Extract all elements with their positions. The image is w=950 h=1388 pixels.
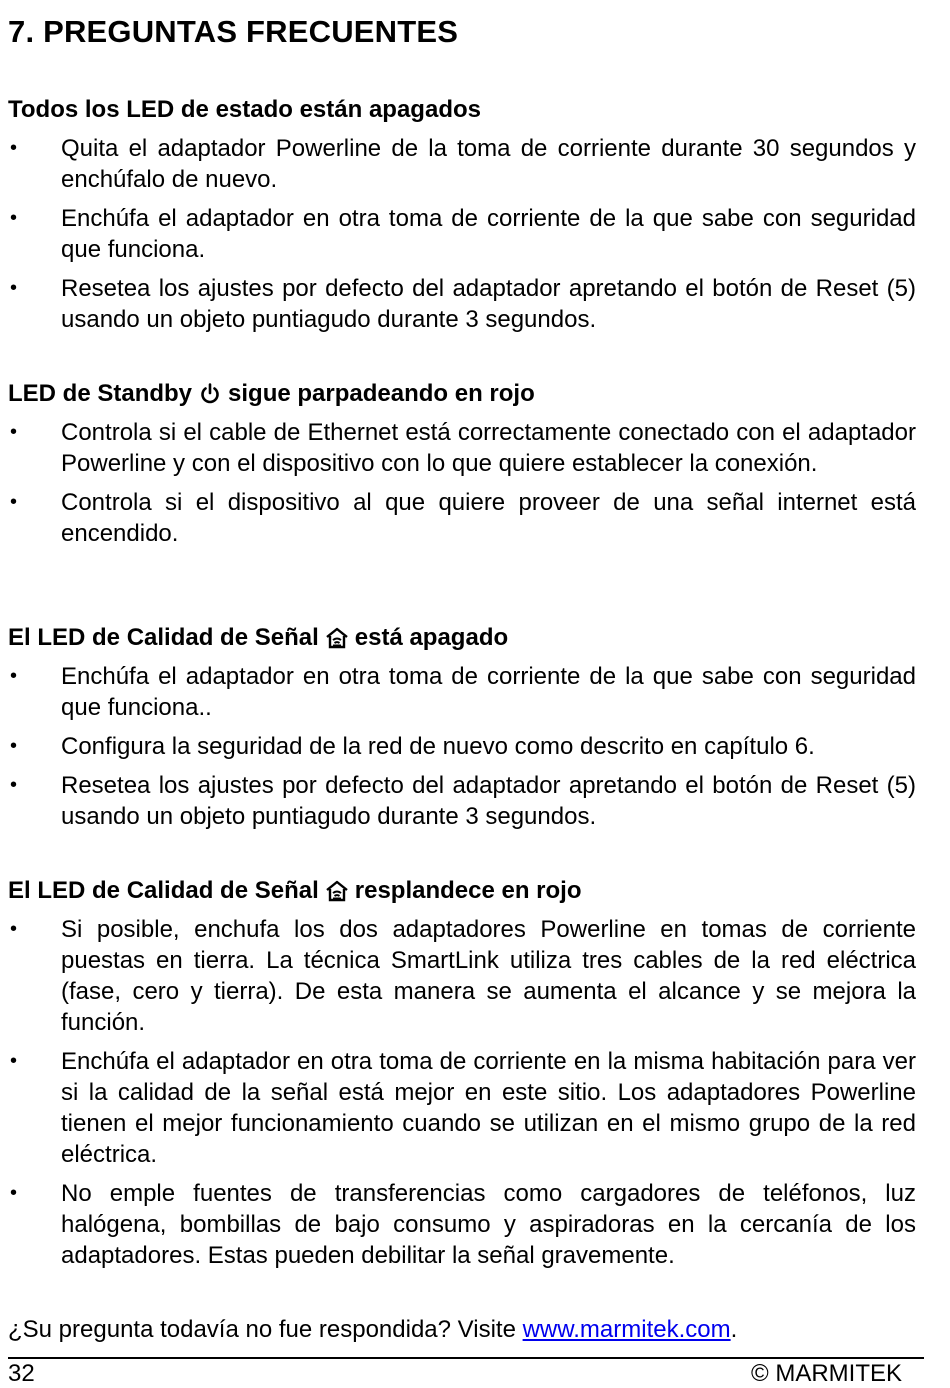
list-item: • Enchúfa el adaptador en otra toma de corriente de la que sabe con seguridad que funciona.. xyxy=(10,663,916,721)
bullet-list xyxy=(8,133,916,335)
bullet-icon: • xyxy=(10,421,18,443)
list-item: • Resetea los ajustes por defecto del adaptador apretando el botón de Reset (5) usando un objeto puntiagudo durante 3 segundos. xyxy=(10,275,916,333)
page-title: 7. PREGUNTAS FRECUENTES xyxy=(8,14,459,49)
bullet-icon: • xyxy=(10,277,18,299)
website-link[interactable]: www.marmitek.com xyxy=(522,1316,731,1343)
faq-section-standby-led xyxy=(8,379,916,549)
list-item: • No emple fuentes de transferencias como cargadores de teléfonos, luz halógena, bombillas de bajo consumo y aspiradoras en la cercanía de los adaptadores. Estas pueden debilitar la señal gravemente. xyxy=(10,1180,916,1269)
copyright-brand: © MARMITEK xyxy=(750,1360,902,1387)
bullet-icon: • xyxy=(10,207,18,229)
bullet-icon: • xyxy=(10,491,18,513)
section-heading: El LED de Calidad de Señal resplandece en rojo xyxy=(8,877,582,904)
list-item: • Enchúfa el adaptador en otra toma de corriente en la misma habitación para ver si la calidad de la señal está mejor en este sitio. Los adaptadores Powerline tienen el mejor funcionamiento cuando se utilizan en el mismo grupo de la red eléctrica. xyxy=(10,1048,916,1168)
bullet-icon: • xyxy=(10,774,18,796)
footer-question: ¿Su pregunta todavía no fue respondida? Visite www.marmitek.com. xyxy=(8,1316,738,1343)
faq-section-signal-led-red xyxy=(8,876,916,1271)
bullet-icon: • xyxy=(10,665,18,687)
section-heading: LED de Standby sigue parpadeando en rojo xyxy=(8,380,535,407)
section-heading: El LED de Calidad de Señal está apagado xyxy=(8,624,509,651)
power-icon xyxy=(198,382,222,406)
bullet-icon: • xyxy=(10,1182,18,1204)
bullet-list xyxy=(8,914,916,1271)
house-signal-icon xyxy=(325,626,349,650)
list-item: • Resetea los ajustes por defecto del adaptador apretando el botón de Reset (5) usando un objeto puntiagudo durante 3 segundos. xyxy=(10,772,916,830)
list-item: • Enchúfa el adaptador en otra toma de corriente de la que sabe con seguridad que funciona. xyxy=(10,205,916,263)
faq-section-all-leds-off xyxy=(8,95,916,335)
house-signal-icon xyxy=(325,879,349,903)
faq-section-signal-led-off xyxy=(8,623,916,832)
list-item: • Controla si el cable de Ethernet está correctamente conectado con el adaptador Powerline y con el dispositivo con lo que quiere establecer la conexión. xyxy=(10,419,916,477)
list-item: • Quita el adaptador Powerline de la toma de corriente durante 30 segundos y enchúfalo de nuevo. xyxy=(10,135,916,193)
bullet-icon: • xyxy=(10,1050,18,1072)
list-item: • Controla si el dispositivo al que quiere proveer de una señal internet está encendido. xyxy=(10,489,916,547)
section-heading: Todos los LED de estado están apagados xyxy=(8,96,481,123)
bullet-icon: • xyxy=(10,918,18,940)
bullet-list xyxy=(8,417,916,549)
list-item: • Si posible, enchufa los dos adaptadores Powerline en tomas de corriente puestas en tierra. La técnica SmartLink utiliza tres cables de la red eléctrica (fase, cero y tierra). De esta manera se aumenta el alcance y se mejora la función. xyxy=(10,916,916,1036)
bullet-icon: • xyxy=(10,735,18,757)
bullet-list xyxy=(8,661,916,832)
list-item: • Configura la seguridad de la red de nuevo como descrito en capítulo 6. xyxy=(10,733,815,760)
bullet-icon: • xyxy=(10,137,18,159)
footer-divider xyxy=(8,1357,924,1359)
page-number: 32 xyxy=(8,1360,35,1387)
